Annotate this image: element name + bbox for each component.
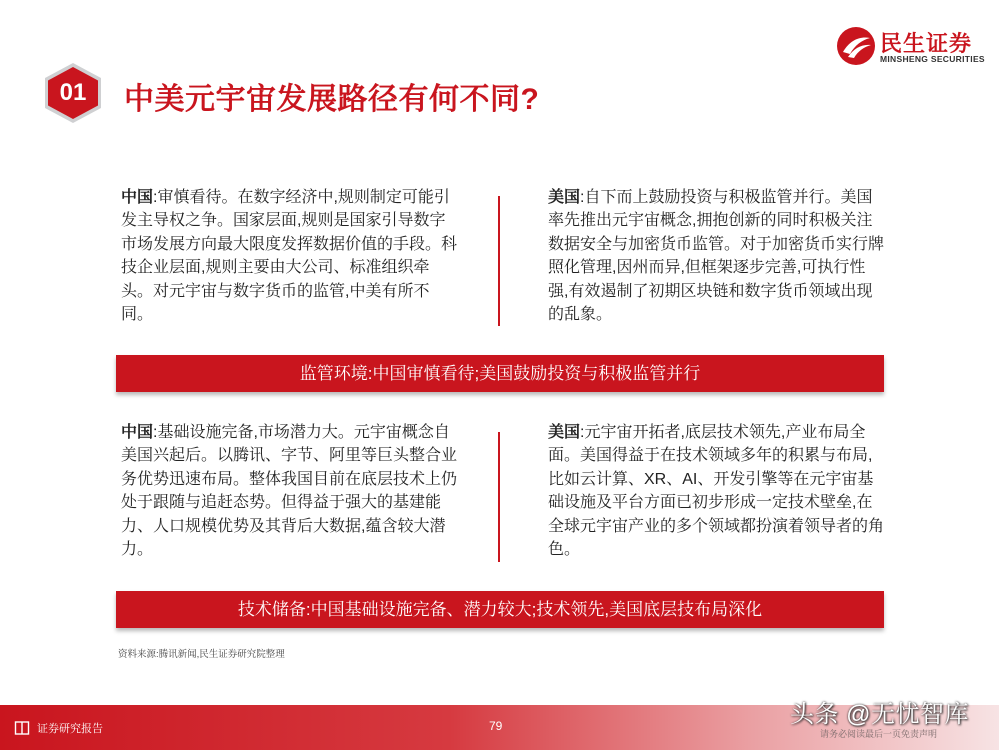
section-badge xyxy=(43,62,103,124)
section-number: 01 xyxy=(59,79,87,106)
minsheng-logo-icon xyxy=(836,26,876,66)
disclaimer-text: 请务必阅读最后一页免责声明 xyxy=(820,729,938,739)
us-regulation-body: :自下而上鼓励投资与积极监管并行。美国率先推出元宇宙概念,拥抱创新的同时积极关注数据安全与加密货币监管。对于加密货币实行牌照化管理,因州而异,但框架逐步完善,可执行性强,有效遏制了初期区块链和数字货币领域出现的乱象。 xyxy=(548,189,885,324)
page-title: 中美元宇宙发展路径有何不同? xyxy=(124,83,540,116)
technology-summary-bar: 技术储备:中国基础设施完备、潜力较大;技术领先,美国底层技布局深化 xyxy=(116,591,884,628)
us-label: 美国 xyxy=(548,424,581,441)
regulation-summary-bar: 监管环境:中国审慎看待;美国鼓励投资与积极监管并行 xyxy=(116,355,884,392)
source-note: 资料来源:腾讯新闻,民生证券研究院整理 xyxy=(118,649,285,660)
watermark: 头条 @无忧智库 xyxy=(790,701,970,728)
divider-line xyxy=(498,432,500,562)
divider-line xyxy=(498,196,500,326)
company-logo xyxy=(836,24,986,68)
regulation-us-text xyxy=(548,186,884,326)
regulation-china-text xyxy=(121,186,459,326)
us-label: 美国 xyxy=(548,189,581,206)
book-icon xyxy=(14,720,30,736)
china-label: 中国 xyxy=(121,189,154,206)
page-number: 79 xyxy=(489,719,503,733)
us-technology-body: :元宇宙开拓者,底层技术领先,产业布局全面。美国得益于在技术领域多年的积累与布局,比如云计算、XR、AI、开发引擎等在元宇宙基础设施及平台方面已初步形成一定技术壁垒,在全球元宇宙产业的多个领域都扮演着领导者的角色。 xyxy=(548,424,885,559)
footer-label: 证券研究报告 xyxy=(37,723,103,735)
logo-text-en: MINSHENG SECURITIES xyxy=(880,54,985,64)
china-technology-body: :基础设施完备,市场潜力大。元宇宙概念自美国兴起后。以腾讯、字节、阿里等巨头整合业务优势迅速布局。整体我国目前在底层技术上仍处于跟随与追赶态势。但得益于强大的基建能力、人口规模优势及其背后大数据,蕴含较大潜力。 xyxy=(121,424,458,559)
china-label: 中国 xyxy=(121,424,154,441)
china-regulation-body: :审慎看待。在数字经济中,规则制定可能引发主导权之争。国家层面,规则是国家引导数字市场发展方向最大限度发挥数据价值的手段。科技企业层面,规则主要由大公司、标准组织牵头。对元宇宙与数字货币的监管,中美有所不同。 xyxy=(121,189,458,324)
logo-text-cn: 民生证券 xyxy=(880,31,973,56)
technology-china-text xyxy=(121,421,459,561)
technology-us-text xyxy=(548,421,884,561)
